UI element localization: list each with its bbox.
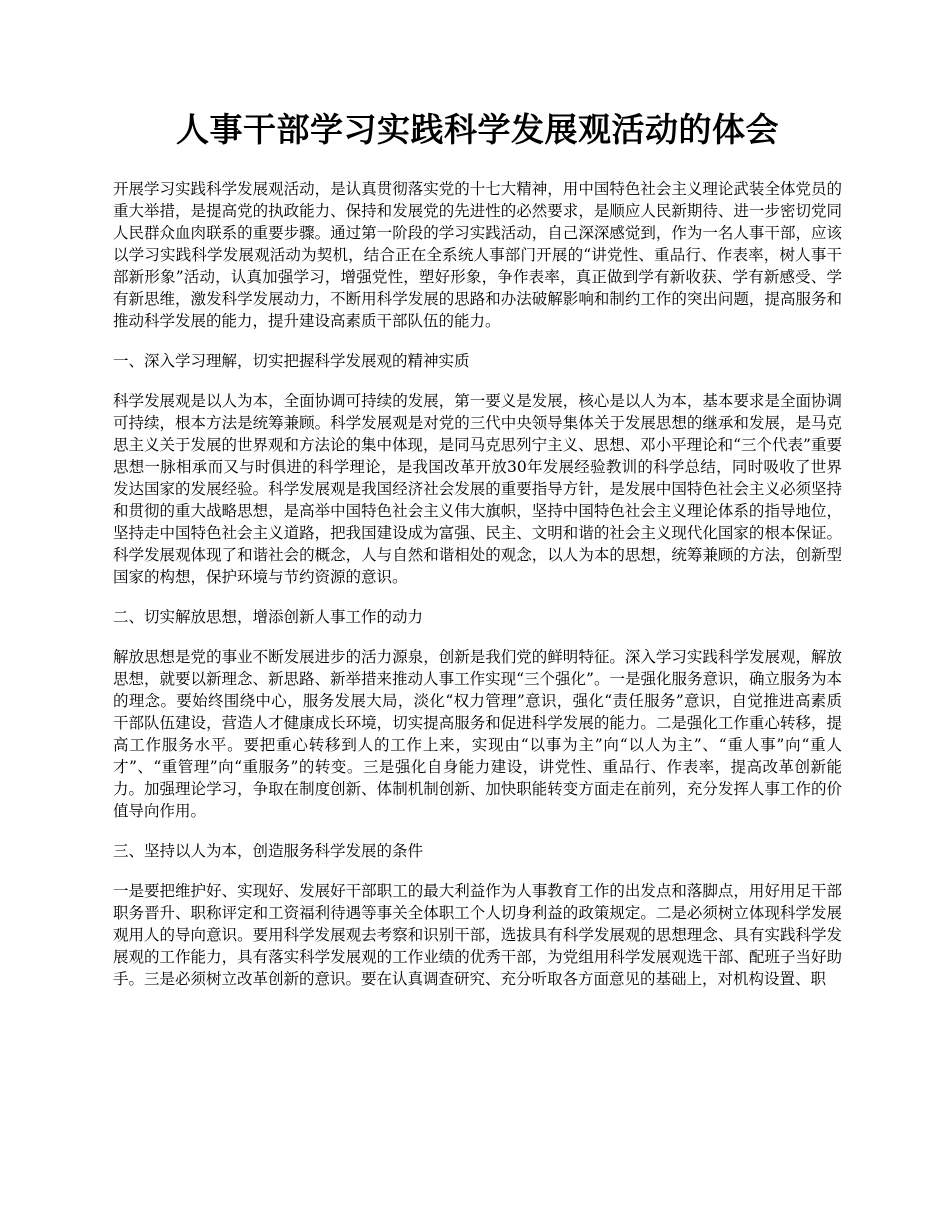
section-heading-3: 三、坚持以人为本，创造服务科学发展的条件: [113, 842, 424, 860]
section-heading-2: 二、切实解放思想，增添创新人事工作的动力: [113, 608, 424, 626]
section-body-1: 科学发展观是以人为本，全面协调可持续的发展，第一要义是发展，核心是以人为本，基本要求是全面协调可持续，根本方法是统筹兼顾。科学发展观是对党的三代中央领导集体关于发展思想的继承和发展，是马克思主义关于发展的世界观和方法论的集中体现，是同马克思列宁主义、思想、邓小平理论和“三个代表”重要思想一脉相承而又与时俱进的科学理论，是我国改革开放30年发展经验教训的科学总结，同时吸收了世界发达国家的发展经验。科学发展观是我国经济社会发展的重要指导方针，是发展中国特色社会主义必须坚持和贯彻的重大战略思想，是高举中国特色社会主义伟大旗帜，坚持中国特色社会主义理论体系的指导地位，坚持走中国特色社会主义道路，把我国建设成为富强、民主、文明和谐的社会主义现代化国家的根本保证。科学发展观体现了和谐社会的概念，人与自然和谐相处的观念，以人为本的思想，统筹兼顾的方法，创新型国家的构想，保护环境与节约资源的意识。: [113, 392, 842, 586]
section-heading-1: 一、深入学习理解，切实把握科学发展观的精神实质: [113, 352, 470, 370]
section-body-3: 一是要把维护好、实现好、发展好干部职工的最大利益作为人事教育工作的出发点和落脚点，用好用足干部职务晋升、职称评定和工资福利待遇等事关全体职工个人切身利益的政策规定。二是必须树立体现科学发展观用人的导向意识。要用科学发展观去考察和识别干部，选拔具有科学发展观的思想理念、具有实践科学发展观的工作能力，具有落实科学发展观的工作业绩的优秀干部，为党组用科学发展观选干部、配班子当好助手。三是必须树立改革创新的意识。要在认真调查研究、充分听取各方面意见的基础上，对机构设置、职: [113, 882, 842, 988]
intro-paragraph: 开展学习实践科学发展观活动，是认真贯彻落实党的十七大精神，用中国特色社会主义理论武装全体党员的重大举措，是提高党的执政能力、保持和发展党的先进性的必然要求，是顺应人民新期待、进一步密切党同人民群众血肉联系的重要步骤。通过第一阶段的学习实践活动，自己深深感觉到，作为一名人事干部，应该以学习实践科学发展观活动为契机，结合正在全系统人事部门开展的“讲党性、重品行、作表率，树人事干部新形象”活动，认真加强学习，增强党性，塑好形象，争作表率，真正做到学有新收获、学有新感受、学有新思维，激发科学发展动力，不断用科学发展的思路和办法破解影响和制约工作的突出问题，提高服务和推动科学发展的能力，提升建设高素质干部队伍的能力。: [113, 180, 842, 330]
section-body-2: 解放思想是党的事业不断发展进步的活力源泉，创新是我们党的鲜明特征。深入学习实践科学发展观，解放思想，就要以新理念、新思路、新举措来推动人事工作实现“三个强化”。一是强化服务意识，确立服务为本的理念。要始终围绕中心，服务发展大局，淡化“权力管理”意识，强化“责任服务”意识，自觉推进高素质干部队伍建设，营造人才健康成长环境，切实提高服务和促进科学发展的能力。二是强化工作重心转移，提高工作服务水平。要把重心转移到人的工作上来，实现由“以事为主”向“以人为主”、“重人事”向“重人才”、“重管理”向“重服务”的转变。三是强化自身能力建设，讲党性、重品行、作表率，提高改革创新能力。加强理论学习，争取在制度创新、体制机制创新、加快职能转变方面走在前列，充分发挥人事工作的价值导向作用。: [113, 648, 842, 820]
document-title: 人事干部学习实践科学发展观活动的体会: [176, 110, 779, 149]
